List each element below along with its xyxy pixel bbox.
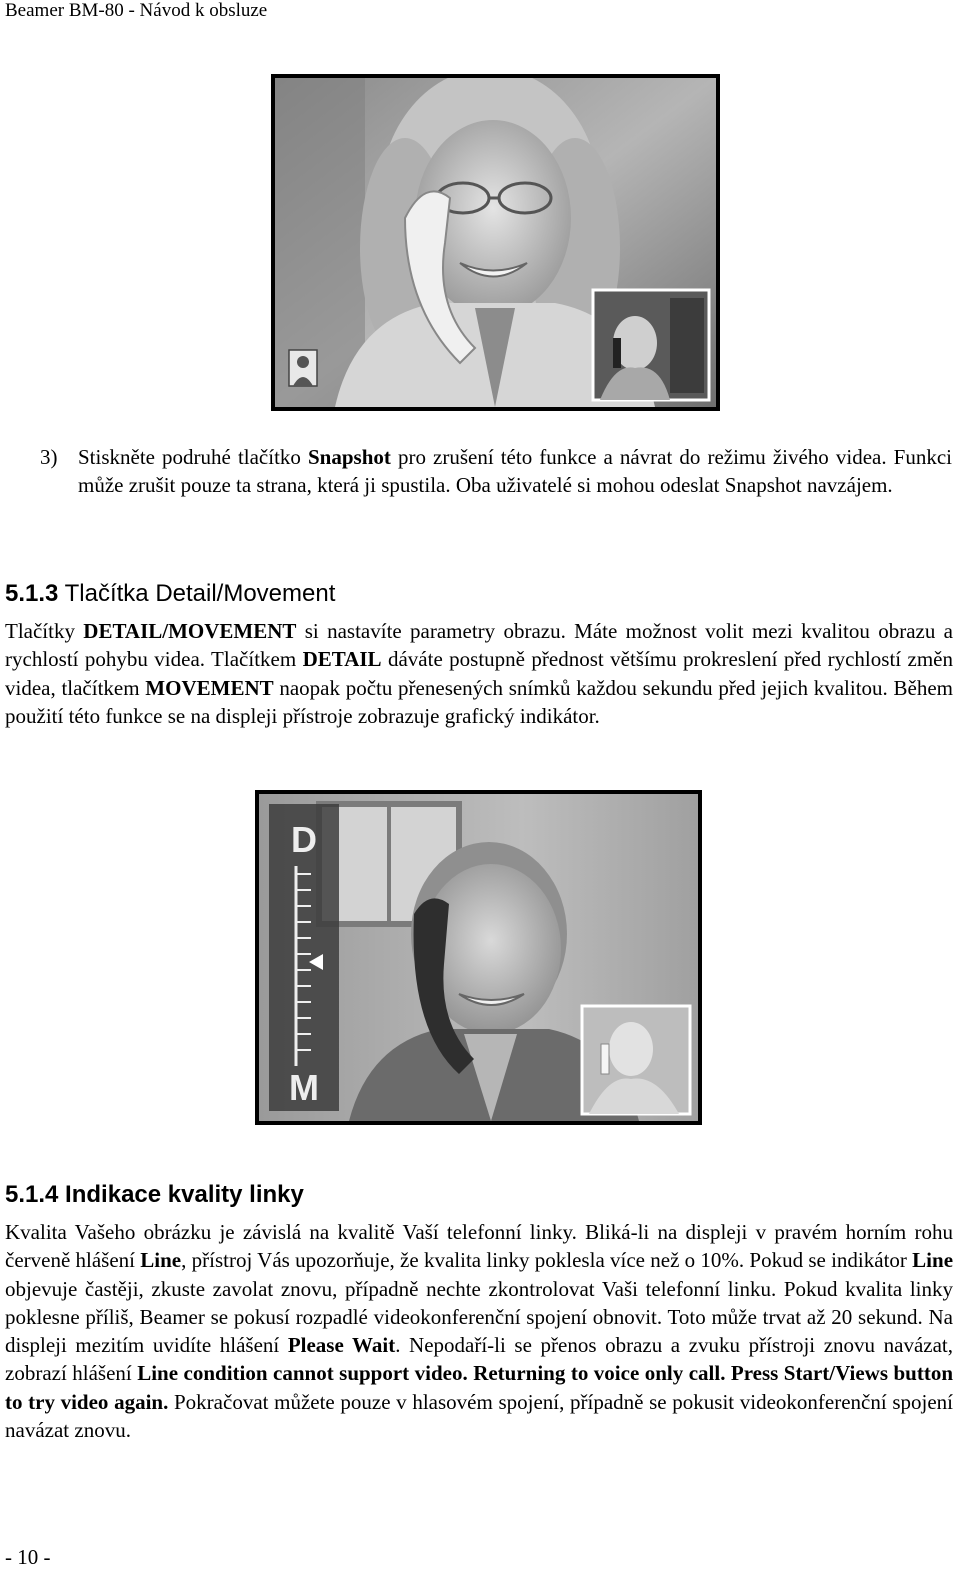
paragraph-keyword: Line <box>140 1248 182 1273</box>
step-number: 3) <box>40 445 58 469</box>
indicator-top-letter: D <box>291 819 317 860</box>
paragraph-keyword: Line condition cannot support video. Returning to voice only call. Press Start/Views button to try video again. <box>5 1361 953 1414</box>
paragraph-text: naopak počtu přenesených snímků každou sekundu před jejich kvalitou. Během použití této funkce se na displeji přístroje zobrazuje grafický indikátor. <box>5 675 953 728</box>
paragraph-text: Pokračovat můžete pouze v hlasovém spojení, případně se pokusit videokonferenční spojení navázat znovu. <box>5 1389 954 1443</box>
indicator-bottom-letter: M <box>289 1067 319 1108</box>
section-heading-5-1-4 <box>5 1181 304 1209</box>
videophone-screenshot-snapshot <box>271 74 720 411</box>
section-number: 5.1.4 <box>5 1181 59 1208</box>
paragraph-text: objevuje častěji, zkuste zavolat znovu, případně nechte zkontrolovat Vaši telefonní linku. Pokud kvalita linky poklesne příliš, Beamer se pokusí rozpadlé videokonferenční spojení obnovit. Toto může trvat až 20 sekund. Na displeji mezitím uvidíte hlášení <box>5 1276 953 1358</box>
step-text: Stiskněte podruhé tlačítko <box>78 445 308 469</box>
paragraph-keyword: DETAIL <box>302 647 382 672</box>
man-on-phone-image <box>259 794 698 1121</box>
paragraph-text: , přístroj Vás upozorňuje, že kvalita linky poklesla více než o 10%. Pokud se indikátor <box>181 1248 913 1273</box>
section-number: 5.1.3 <box>5 580 59 607</box>
section-paragraph <box>5 617 953 730</box>
page-header: Beamer BM-80 - Návod k obsluze <box>5 0 268 21</box>
step-text: pro zrušení této funkce a návrat do režimu živého videa. Funkci může zrušit pouze ta strana, která ji spustila. Oba uživatelé si mohou odeslat Snapshot navzájem. <box>78 445 953 498</box>
videophone-screenshot-detail-movement <box>255 790 702 1125</box>
paragraph-text: Kvalita Vašeho obrázku je závislá na kvalitě Vaší telefonní linky. Bliká-li na displeji v pravém horním rohu červeně hlášení <box>5 1220 953 1273</box>
section-title: Indikace kvality linky <box>58 1181 304 1208</box>
section-paragraph <box>5 1218 953 1444</box>
paragraph-text: dáváte postupně přednost většímu prokreslení před rychlostí změn videa, tlačítkem <box>5 647 953 700</box>
numbered-step-3 <box>40 443 952 500</box>
woman-on-phone-image <box>275 78 716 407</box>
step-keyword: Snapshot <box>308 445 391 469</box>
section-heading-5-1-3 <box>5 580 335 608</box>
paragraph-text: Tlačítky <box>5 619 84 643</box>
section-title: Tlačítka Detail/Movement <box>58 580 336 607</box>
paragraph-keyword: Please Wait <box>287 1333 396 1358</box>
paragraph-text: si nastavíte parametry obrazu. Máte možnost volit mezi kvalitou obrazu a rychlostí pohybu videa. Tlačítkem <box>5 619 953 672</box>
paragraph-keyword: MOVEMENT <box>145 675 274 700</box>
paragraph-text: . Nepodaří-li se přenos obrazu a zvuku přístroji znovu navázat, zobrazí hlášení <box>5 1333 953 1386</box>
page-number: - 10 - <box>5 1545 51 1569</box>
paragraph-keyword: DETAIL/MOVEMENT <box>83 619 297 643</box>
paragraph-keyword: Line <box>912 1248 954 1273</box>
